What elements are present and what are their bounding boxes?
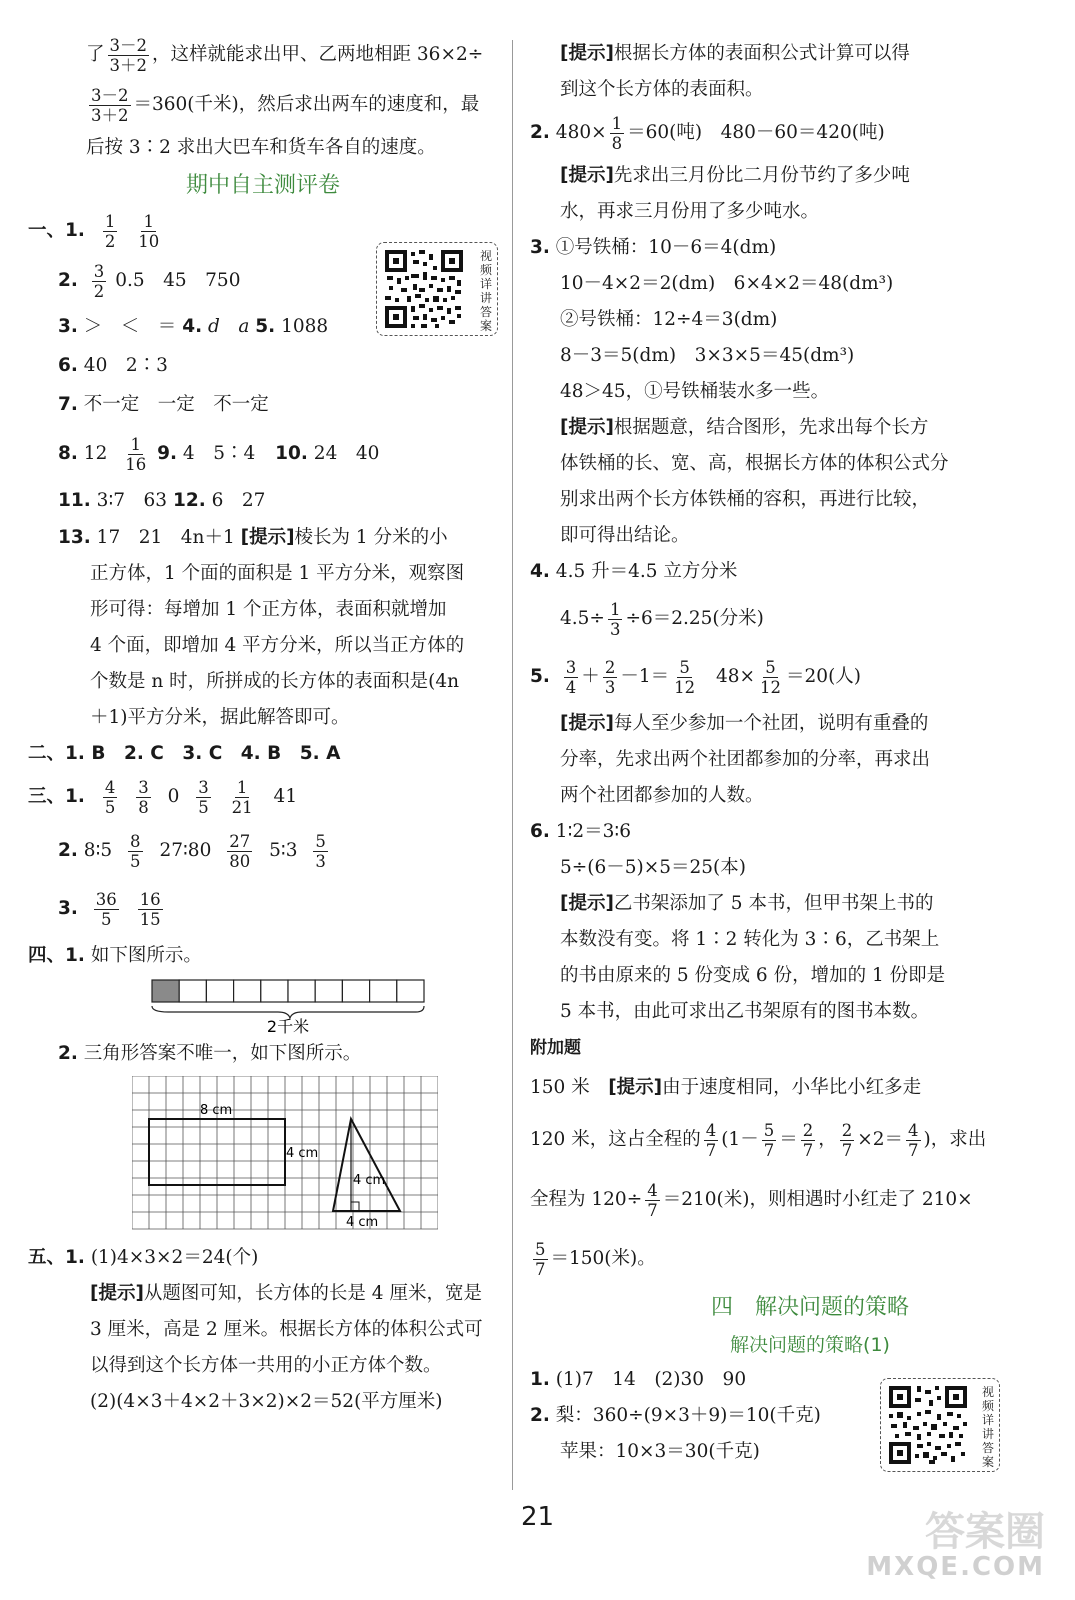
r-q6-line-1: 6. 1∶2＝3∶6 <box>530 821 632 842</box>
s5-q1-b: (2)(4×3＋4×2＋3×2)×2＝52(平方厘米) <box>90 1391 443 1412</box>
fraction: $\frac{5}{12}$ <box>674 657 696 697</box>
r-hint-2: 到这个长方体的表面积。 <box>560 79 764 100</box>
r-q6-hint-3: 的书由原来的 5 份变成 6 份，增加的 1 份即是 <box>560 965 946 986</box>
r-q6-hint-4: 5 本书，由此可求出乙书架原有的图书本数。 <box>560 1001 930 1022</box>
fraction: $\frac{1}{8}$ <box>611 113 623 153</box>
fraction: $\frac{16}{15}$ <box>139 889 161 929</box>
extra-line-2: 120 米，这占全程的 $\frac{4}{7}$ (1－ $\frac{5}{7}$ ＝ $\frac{2}{7}$ ， $\frac{2}{7}$ ×2＝ $\frac{4}{7}$ )，求出 <box>530 1120 987 1160</box>
fraction: $\frac{3-2}{3+2}$ <box>91 85 129 125</box>
s1-q1: 一、1. $\frac{1}{2}$ $\frac{1}{10}$ <box>28 211 160 251</box>
segment-bar-figure <box>28 974 498 1036</box>
fraction: $\frac{1}{16}$ <box>125 434 147 474</box>
bar-cell <box>315 980 342 1002</box>
s3-q2: 2. 8∶5 $\frac{8}{5}$ 27∶80 $\frac{27}{80}$ 5∶3 $\frac{5}{3}$ <box>58 831 326 871</box>
fraction: $\frac{3-2}{3+2}$ <box>109 35 148 75</box>
extra-line-4: $\frac{5}{7}$ ＝150(米)。 <box>535 1239 656 1279</box>
fraction: $\frac{4}{5}$ <box>104 777 116 817</box>
r-hint-1: [提示]根据长方体的表面积公式计算可以得 <box>560 43 910 64</box>
fraction: $\frac{5}{7}$ <box>763 1120 775 1160</box>
qr-code-2 <box>880 1378 1000 1472</box>
s1-q13-hint-3: 形可得：每增加 1 个正方体，表面积就增加 <box>90 599 447 620</box>
fraction: $\frac{1}{21}$ <box>231 777 253 817</box>
fraction: $\frac{5}{3}$ <box>315 831 326 871</box>
fraction: $\frac{1}{2}$ <box>104 211 116 251</box>
grid-figure <box>28 1072 498 1240</box>
left-column <box>28 30 498 1420</box>
intro-line-3: 后按 3∶2 求出大巴车和货车各自的速度。 <box>86 137 436 158</box>
watermark-logo: 答案圈 <box>925 1509 1045 1555</box>
s5-q1: 五、1. (1)4×3×2＝24(个) <box>28 1247 259 1268</box>
r-q3-hint-3: 别求出两个长方体铁桶的容积，再进行比较， <box>560 489 931 510</box>
bar-cell <box>397 980 424 1002</box>
extra-line-3: 全程为 120÷ $\frac{4}{7}$ ＝210(米)，则相遇时小红走了 210× <box>530 1180 973 1220</box>
fraction: $\frac{3}{4}$ <box>565 657 577 697</box>
s1-q13-hint-2: 正方体，1 个面的面积是 1 平方分米，观察图 <box>90 563 465 584</box>
segment-bar <box>148 974 438 1034</box>
bar-label: 2千米 <box>266 1017 310 1034</box>
r-q3-hint-4: 即可得出结论。 <box>560 525 690 546</box>
fraction: $\frac{5}{7}$ <box>535 1239 546 1279</box>
fraction: $\frac{27}{80}$ <box>229 831 251 871</box>
tri-height-label: 4 cm <box>353 1173 386 1188</box>
r-q3-line-3: ②号铁桶：12÷4＝3(dm) <box>560 309 778 330</box>
s5-hint-2: 3 厘米，高是 2 厘米。根据长方体的体积公式可 <box>90 1319 483 1340</box>
c-q2-line-2: 苹果：10×3＝30(千克) <box>560 1441 760 1462</box>
r-q4-line-2: 4.5÷ $\frac{1}{3}$ ÷6＝2.25(分米) <box>560 599 764 639</box>
page-number: 21 <box>520 1502 555 1532</box>
fraction: $\frac{1}{3}$ <box>609 599 621 639</box>
bar-cell <box>234 980 261 1002</box>
tri-base-label: 4 cm <box>346 1215 379 1230</box>
chapter-title: 四 解决问题的策略 <box>710 1295 909 1320</box>
bar-cell <box>288 980 315 1002</box>
qr-caption: 视频详讲答案 <box>981 1385 994 1469</box>
fraction: $\frac{5}{12}$ <box>760 657 782 697</box>
s2-answers: 二、1. B 2. C 3. C 4. B 5. A <box>28 743 341 764</box>
s1-q3-q5: 3. ＞ ＜ ＝ 4. d a 5. 1088 <box>58 316 329 337</box>
extra-title: 附加题 <box>530 1038 581 1058</box>
s1-q13-hint-6: ＋1)平方分米，据此解答即可。 <box>90 707 350 728</box>
rect-side-label: 4 cm <box>286 1146 319 1161</box>
fraction: $\frac{2}{7}$ <box>841 1120 853 1160</box>
qr-caption: 视频详讲答案 <box>479 249 492 333</box>
r-q6-hint-1: [提示]乙书架添加了 5 本书，但甲书架上书的 <box>560 893 934 914</box>
right-angle-mark <box>351 1202 359 1211</box>
s1-q7: 7. 不一定 一定 不一定 <box>58 394 269 415</box>
right-column <box>530 36 1030 1470</box>
fraction: $\frac{2}{7}$ <box>802 1120 814 1160</box>
intro-line-2: $\frac{3-2}{3+2}$ ＝360(千米)，然后求出两车的速度和，最 <box>91 85 480 125</box>
fraction: $\frac{4}{7}$ <box>647 1180 658 1220</box>
r-q3-line-4: 8－3＝5(dm) 3×3×5＝45(dm³) <box>560 345 855 366</box>
rect-top-label: 8 cm <box>200 1103 233 1118</box>
r-q5-hint-2: 分率，先求出两个社团都参加的分率，再求出 <box>560 749 931 770</box>
r-q5: 5. $\frac{3}{4}$ ＋ $\frac{2}{3}$ －1＝ $\frac{5}{12}$ 48× $\frac{5}{12}$ ＝20(人) <box>530 657 862 697</box>
s1-q13: 13. 17 21 4n＋1 [提示]棱长为 1 分米的小 <box>58 527 448 548</box>
bar-cell <box>206 980 233 1002</box>
s1-q8-q10: 8. 12 $\frac{1}{16}$ 9. 4 5∶4 10. 24 40 <box>58 434 380 474</box>
intro-line-1: 了 $\frac{3-2}{3+2}$ ，这样就能求出甲、乙两地相距 36×2÷ <box>86 35 484 75</box>
c-q1: 1. (1)7 14 (2)30 90 <box>530 1369 747 1390</box>
r-q3-line-2: 10－4×2＝2(dm) 6×4×2＝48(dm³) <box>560 273 894 294</box>
s1-q11-q12: 11. 3∶7 63 12. 6 27 <box>58 490 266 511</box>
s4-q2: 2. 三角形答案不唯一，如下图所示。 <box>58 1043 362 1064</box>
fraction: $\frac{3}{2}$ <box>93 261 105 301</box>
column-divider <box>512 40 513 1490</box>
watermark-url: MXQE.COM <box>866 1552 1045 1582</box>
r-q5-hint-3: 两个社团都参加的人数。 <box>560 785 764 806</box>
s5-hint-1: [提示]从题图可知，长方体的长是 4 厘米，宽是 <box>90 1283 482 1304</box>
s1-q13-hint-4: 4 个面，即增加 4 平方分米，所以当正方体的 <box>90 635 465 656</box>
section-title: 期中自主测评卷 <box>185 173 340 198</box>
r-q3-hint-2: 体铁桶的长、宽、高，根据长方体的体积公式分 <box>560 453 949 474</box>
r-q5-hint-1: [提示]每人至少参加一个社团，说明有重叠的 <box>560 713 929 734</box>
s3-q3: 3. $\frac{36}{5}$ $\frac{16}{15}$ <box>58 889 161 929</box>
s5-hint-3: 以得到这个长方体一共用的小正方体个数。 <box>90 1355 442 1376</box>
fraction: $\frac{2}{3}$ <box>604 657 616 697</box>
fraction: $\frac{3}{8}$ <box>138 777 149 817</box>
r-q2-hint-2: 水，再求三月份用了多少吨水。 <box>560 201 820 222</box>
extra-line-1: 150 米 [提示]由于速度相同，小华比小红多走 <box>530 1077 922 1098</box>
s1-q2: 2. $\frac{3}{2}$ 0.5 45 750 <box>58 261 241 301</box>
r-q6-line-2: 5÷(6－5)×5＝25(本) <box>560 857 746 878</box>
grid-drawing <box>132 1076 438 1236</box>
s1-q13-hint-5: 个数是 n 时，所拼成的长方体的表面积是(4n <box>90 671 460 692</box>
fraction: $\frac{36}{5}$ <box>95 889 117 929</box>
c-q2-line-1: 2. 梨：360÷(9×3＋9)＝10(千克) <box>530 1405 821 1426</box>
r-q3-line-1: 3. ①号铁桶：10－6＝4(dm) <box>530 237 777 258</box>
fraction: $\frac{4}{7}$ <box>908 1120 919 1160</box>
r-q3-hint-1: [提示]根据题意，结合图形，先求出每个长方 <box>560 417 929 438</box>
s4-q1: 四、1. 如下图所示。 <box>28 945 202 966</box>
bar-cell <box>342 980 369 1002</box>
s1-q6: 6. 40 2∶3 <box>58 355 168 376</box>
bar-cell <box>152 980 179 1002</box>
fraction: $\frac{1}{10}$ <box>138 211 160 251</box>
s3-q1: 三、1. $\frac{4}{5}$ $\frac{3}{8}$ 0 $\frac{3}{5}$ $\frac{1}{21}$ 41 <box>28 777 298 817</box>
chapter-subtitle: 解决问题的策略(1) <box>730 1334 890 1356</box>
bar-cell <box>179 980 206 1002</box>
grid-triangle <box>333 1119 400 1211</box>
r-q4-line-1: 4. 4.5 升＝4.5 立方分米 <box>530 561 738 582</box>
bar-cell <box>370 980 397 1002</box>
r-q6-hint-2: 本数没有变。将 1∶2 转化为 3∶6，乙书架上 <box>560 929 940 950</box>
fraction: $\frac{8}{5}$ <box>130 831 141 871</box>
qr-pattern-icon <box>887 1384 969 1466</box>
r-q3-line-5: 48＞45，①号铁桶装水多一些。 <box>560 381 830 402</box>
fraction: $\frac{4}{7}$ <box>705 1120 717 1160</box>
r-q2: 2. 480× $\frac{1}{8}$ ＝60(吨) 480－60＝420(吨) <box>530 113 885 153</box>
bar-cell <box>261 980 288 1002</box>
fraction: $\frac{3}{5}$ <box>198 777 209 817</box>
r-q2-hint-1: [提示]先求出三月份比二月份节约了多少吨 <box>560 165 910 186</box>
